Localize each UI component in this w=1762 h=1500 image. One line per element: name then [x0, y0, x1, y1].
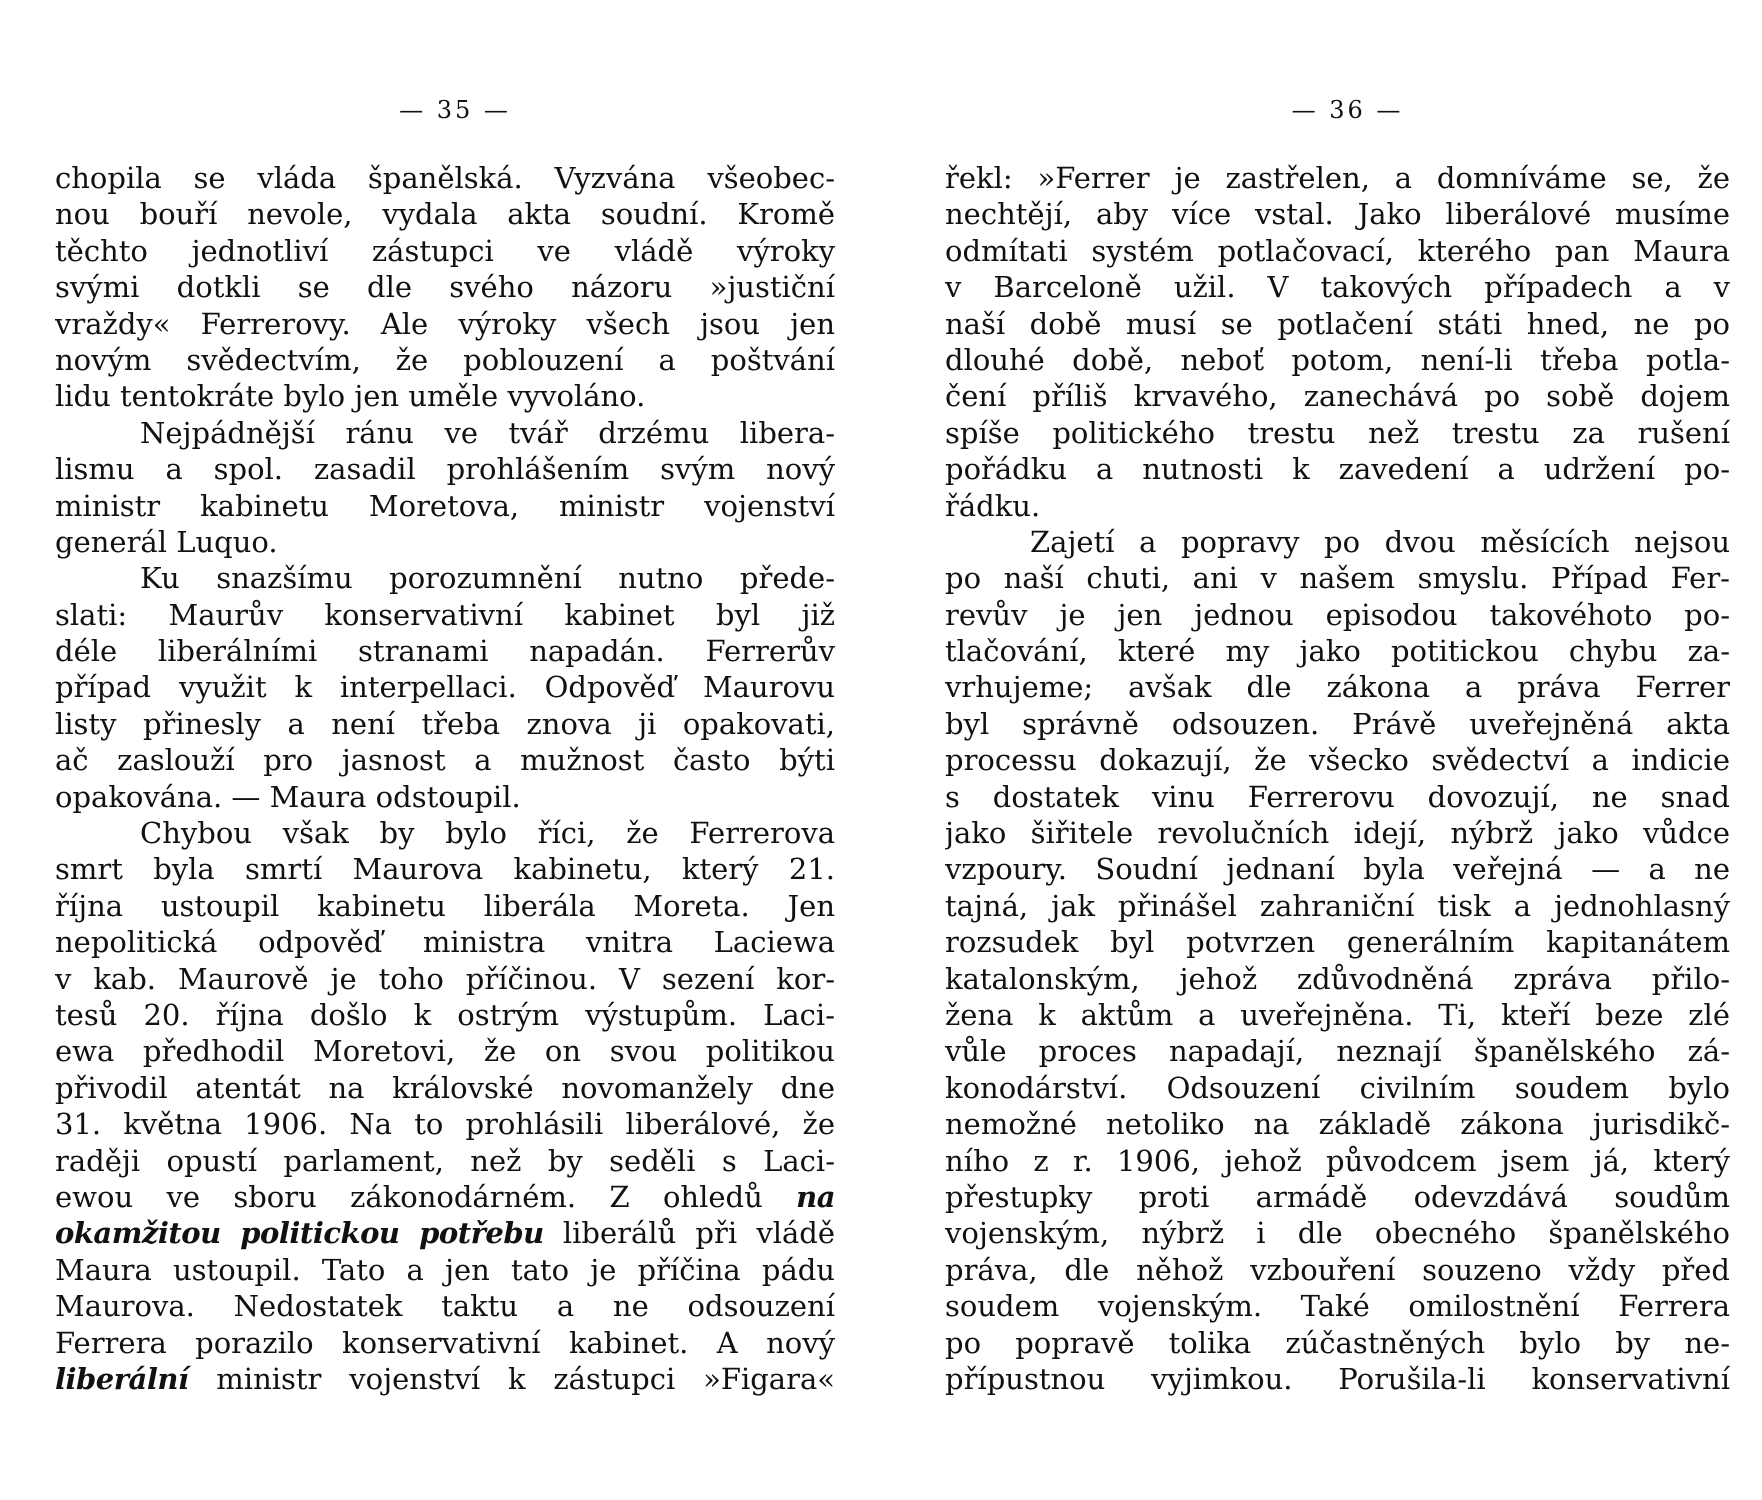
- text-line: vojenským, nýbrž i dle obecného španělského: [945, 1216, 1730, 1251]
- text-line: nechtějí, aby více vstal. Jako liberálové musíme: [945, 197, 1730, 232]
- text-line: čení příliš krvavého, zanechává po sobě dojem: [945, 379, 1730, 414]
- text-line: soudem vojenským. Také omilostnění Ferrera: [945, 1289, 1730, 1324]
- text-line: Chybou však by bylo říci, že Ferrerova: [140, 816, 835, 851]
- text-line: řekl: »Ferrer je zastřelen, a domníváme se, že: [945, 161, 1730, 195]
- text-line: nepolitická odpověď ministra vnitra Laciewa: [55, 925, 835, 960]
- text-line: rozsudek byl potvrzen generálním kapitanátem: [945, 925, 1730, 960]
- text-line: v kab. Maurově je toho příčinou. V sezení kor-: [55, 961, 835, 996]
- text-line: tlačování, které my jako potitickou chybu za-: [945, 634, 1730, 669]
- right-page-text: [945, 160, 1730, 1397]
- text-line: odmítati systém potlačovací, kterého pan Maura: [945, 233, 1730, 268]
- text-line: slati: Maurův konservativní kabinet byl již: [55, 597, 835, 632]
- text-line: října ustoupil kabinetu liberála Moreta. Jen: [55, 888, 835, 923]
- text-line: s dostatek vinu Ferrerovu dovozují, ne snad: [945, 779, 1730, 814]
- text-line: nemožné netoliko na základě zákona jurisdikč-: [945, 1107, 1730, 1142]
- text-line: Nejpádnější ránu ve tvář drzému libera-: [140, 415, 835, 450]
- text-line: 31. května 1906. Na to prohlásili liberálové, že: [55, 1107, 835, 1142]
- text-line: přivodil atentát na královské novomanžely dne: [55, 1070, 835, 1105]
- text-line: Ku snazšímu porozumnění nutno přede-: [140, 561, 835, 596]
- emphasized-text: liberální: [55, 1361, 189, 1396]
- left-page-text: [55, 160, 835, 1397]
- text-segment: liberálů při vládě: [562, 1216, 835, 1251]
- text-segment: ewou ve sboru zákonodárném. Z ohledů: [55, 1179, 763, 1214]
- text-line: ního z r. 1906, jehož původcem jsem já, který: [945, 1143, 1730, 1178]
- page-number: — 36 —: [1291, 96, 1404, 124]
- text-line: chopila se vláda španělská. Vyzvána všeobec-: [55, 161, 835, 195]
- text-line: vůle proces napadají, neznají španělského zá-: [945, 1034, 1730, 1069]
- text-line: konodárství. Odsouzení civilním soudem bylo: [945, 1070, 1730, 1105]
- text-line: Maurova. Nedostatek taktu a ne odsouzení: [55, 1289, 835, 1324]
- text-line: déle liberálními stranami napadán. Ferrerův: [55, 634, 835, 669]
- text-line: novým svědectvím, že poblouzení a poštvání: [55, 342, 835, 377]
- text-line: přípustnou vyjimkou. Porušila-li konservativní: [945, 1361, 1730, 1396]
- text-line: případ využit k interpellaci. Odpověď Maurovu: [55, 670, 835, 705]
- text-segment: ministr vojenství k zástupci »Figara«: [216, 1361, 835, 1396]
- text-line: po naší chuti, ani v našem smyslu. Případ Fer-: [945, 561, 1730, 596]
- left-page: [55, 0, 835, 1500]
- text-line: vrhujeme; avšak dle zákona a práva Ferrer: [945, 670, 1730, 705]
- text-line: lidu tentokráte bylo jen uměle vyvoláno.: [55, 379, 646, 414]
- text-line: po popravě tolika zúčastněných bylo by ne-: [945, 1325, 1730, 1360]
- text-line: jako šiřitele revolučních idejí, nýbrž jako vůdce: [945, 816, 1730, 851]
- text-line: Maura ustoupil. Tato a jen tato je příčina pádu: [55, 1252, 835, 1287]
- text-line: raději opustí parlament, než by seděli s Laci-: [55, 1143, 835, 1178]
- text-line: přestupky proti armádě odevzdává soudům: [945, 1179, 1730, 1214]
- text-line: [55, 1215, 835, 1251]
- text-line: naší době musí se potlačení státi hned, ne po: [945, 306, 1730, 341]
- text-line: ewa předhodil Moretovi, že on svou politikou: [55, 1034, 835, 1069]
- text-line: pořádku a nutnosti k zavedení a udržení po-: [945, 452, 1730, 487]
- text-line: spíše politického trestu než trestu za rušení: [945, 415, 1730, 450]
- text-line: Zajetí a popravy po dvou měsících nejsou: [1030, 524, 1730, 559]
- text-line: listy přinesly a není třeba znova ji opakovati,: [55, 706, 835, 741]
- text-line: vraždy« Ferrerovy. Ale výroky všech jsou jen: [55, 306, 835, 341]
- text-line: těchto jednotliví zástupci ve vládě výroky: [55, 233, 835, 268]
- text-line: nou bouří nevole, vydala akta soudní. Kromě: [55, 197, 835, 232]
- text-line: Ferrera porazilo konservativní kabinet. A nový: [55, 1325, 835, 1360]
- emphasized-text: na: [796, 1179, 835, 1214]
- text-line: revův je jen jednou episodou takovéhoto po-: [945, 597, 1730, 632]
- text-line: tesů 20. října došlo k ostrým výstupům. Laci-: [55, 997, 835, 1032]
- text-line: processu dokazují, že všecko svědectví a indicie: [945, 743, 1730, 778]
- text-line: [55, 1179, 835, 1215]
- text-line: ač zaslouží pro jasnost a mužnost často býti: [55, 743, 835, 778]
- right-page: [945, 0, 1730, 1500]
- emphasized-text: okamžitou politickou potřebu: [55, 1216, 544, 1251]
- text-line: vzpoury. Soudní jednaní byla veřejná — a ne: [945, 852, 1730, 887]
- text-line: lismu a spol. zasadil prohlášením svým nový: [55, 452, 835, 487]
- text-line: tajná, jak přinášel zahraniční tisk a jednohlasný: [945, 888, 1730, 923]
- text-line: žena k aktům a uveřejněna. Ti, kteří beze zlé: [945, 997, 1730, 1032]
- text-line: v Barceloně užil. V takových případech a v: [945, 270, 1730, 305]
- text-line: [55, 1361, 835, 1397]
- text-line: smrt byla smrtí Maurova kabinetu, který 21.: [55, 852, 835, 887]
- text-line: práva, dle něhož vzbouření souzeno vždy před: [945, 1252, 1730, 1287]
- page-number: — 35 —: [399, 96, 511, 124]
- text-line: ministr kabinetu Moretova, ministr vojenství: [55, 488, 835, 523]
- text-line: katalonským, jehož zdůvodněná zpráva přilo-: [945, 961, 1730, 996]
- text-line: opakována. — Maura odstoupil.: [55, 779, 521, 814]
- text-line: byl správně odsouzen. Právě uveřejněná akta: [945, 706, 1730, 741]
- text-line: řádku.: [945, 488, 1041, 523]
- text-line: generál Luquo.: [55, 524, 278, 559]
- text-line: dlouhé době, neboť potom, není-li třeba potla-: [945, 342, 1730, 377]
- text-line: svými dotkli se dle svého názoru »justiční: [55, 270, 835, 305]
